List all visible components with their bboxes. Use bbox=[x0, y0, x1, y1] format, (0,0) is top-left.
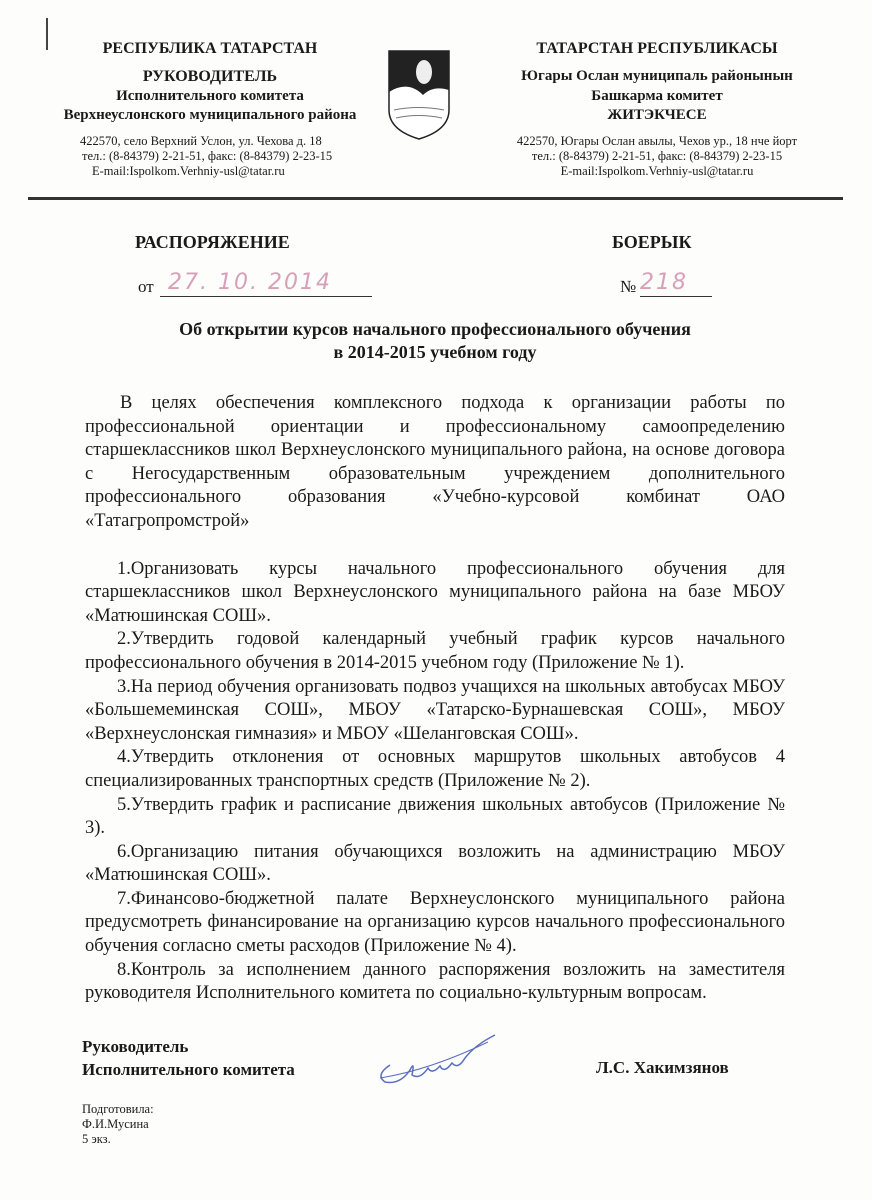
item-8: 8.Контроль за исполнением данного распоряжения возложить на заместителя руководителя Исполнительного комитета по социально-культурным вопросам. bbox=[85, 959, 785, 1004]
doc-type-tt: БОЕРЫК bbox=[612, 232, 692, 252]
document-body bbox=[85, 392, 785, 1006]
header-left-district: Верхнеуслонского муниципального района bbox=[63, 107, 357, 123]
number-field bbox=[640, 270, 712, 297]
date-value: 27. 10. 2014 bbox=[168, 270, 332, 295]
item-7: 7.Финансово-бюджетной палате Верхнеуслонского муниципального района предусмотреть финансирование на организацию курсов начального профессионального обучения согласно сметы расходов (Приложение № 4). bbox=[85, 888, 785, 957]
header-right-district: Югары Ослан муниципаль районынын bbox=[521, 68, 793, 84]
preamble: В целях обеспечения комплексного подхода к организации работы по профессиональной ориентации и профессиональному самоопределению старшеклассников школ Верхнеуслонского муниципального района, на основе договора с Негосударственным образовательным учреждением дополнительного профессионального образования «Учебно-курсовой комбинат ОАО «Татагропромстрой» bbox=[85, 393, 785, 531]
header-left-country: РЕСПУБЛИКА ТАТАРСТАН bbox=[102, 40, 318, 57]
date-field bbox=[160, 270, 372, 297]
header-left-title: РУКОВОДИТЕЛЬ bbox=[142, 68, 278, 85]
signer-position bbox=[82, 1035, 295, 1081]
header-right-country: ТАТАРСТАН РЕСПУБЛИКАСЫ bbox=[536, 40, 778, 57]
item-2: 2.Утвердить годовой календарный учебный график курсов начального профессионального обучения в 2014-2015 учебном году (Приложение № 1). bbox=[85, 629, 785, 673]
copies: 5 экз. bbox=[82, 1132, 111, 1146]
header-left-email: E-mail:Ispolkom.Verhniy-usl@tatar.ru bbox=[92, 164, 285, 178]
header-left-committee: Исполнительного комитета bbox=[116, 88, 304, 104]
date-prefix: от bbox=[138, 277, 154, 296]
footer bbox=[82, 1102, 154, 1147]
title-line-1: Об открытии курсов начального профессионального обучения bbox=[179, 319, 691, 339]
header-left-phone: тел.: (8-84379) 2-21-51, факс: (8-84379) 2-23-15 bbox=[82, 149, 333, 163]
header-right-phone: тел.: (8-84379) 2-21-51, факс: (8-84379) 2-23-15 bbox=[531, 149, 783, 163]
signer-name: Л.С. Хакимзянов bbox=[596, 1058, 729, 1077]
prepared-label: Подготовила: bbox=[82, 1102, 154, 1116]
header-right-email: E-mail:Ispolkom.Verhniy-usl@tatar.ru bbox=[560, 164, 754, 178]
coat-of-arms-emblem bbox=[388, 50, 450, 140]
title-line-2: в 2014-2015 учебном году bbox=[333, 342, 537, 362]
item-3: 3.На период обучения организовать подвоз учащихся на школьных автобусах МБОУ «Большемеминская СОШ», МБОУ «Татарско-Бурнашевская СОШ», МБОУ «Верхнеуслонская гимназия» и МБОУ «Шеланговская СОШ». bbox=[85, 676, 785, 744]
doc-type-ru: РАСПОРЯЖЕНИЕ bbox=[135, 232, 290, 252]
document-title bbox=[85, 318, 785, 364]
handwritten-signature bbox=[370, 1030, 500, 1090]
signer-position-line-1: Руководитель bbox=[82, 1037, 189, 1056]
prepared-by: Ф.И.Мусина bbox=[82, 1117, 149, 1131]
item-4: 4.Утвердить отклонения от основных маршрутов школьных автобусов 4 специализированных транспортных средств (Приложение № 2). bbox=[85, 747, 785, 791]
header-left-address: 422570, село Верхний Услон, ул. Чехова д. 18 bbox=[80, 134, 322, 148]
header-right-title: ЖИТЭКЧЕСЕ bbox=[607, 107, 707, 123]
number-prefix: № bbox=[620, 277, 637, 296]
item-1: 1.Организовать курсы начального профессионального обучения для старшеклассников школ Верхнеуслонского муниципального района на базе МБОУ «Матюшинская СОШ». bbox=[85, 558, 785, 626]
item-6: 6.Организацию питания обучающихся возложить на администрацию МБОУ «Матюшинская СОШ». bbox=[85, 841, 785, 886]
header-divider bbox=[28, 197, 843, 200]
number-value: 218 bbox=[640, 270, 688, 295]
signer-position-line-2: Исполнительного комитета bbox=[82, 1060, 295, 1079]
header-right-committee: Башкарма комитет bbox=[591, 88, 723, 104]
header-right-address: 422570, Югары Ослан авылы, Чехов ур., 18 нче йорт bbox=[516, 134, 798, 148]
item-5: 5.Утвердить график и расписание движения школьных автобусов (Приложение № 3). bbox=[85, 794, 785, 839]
